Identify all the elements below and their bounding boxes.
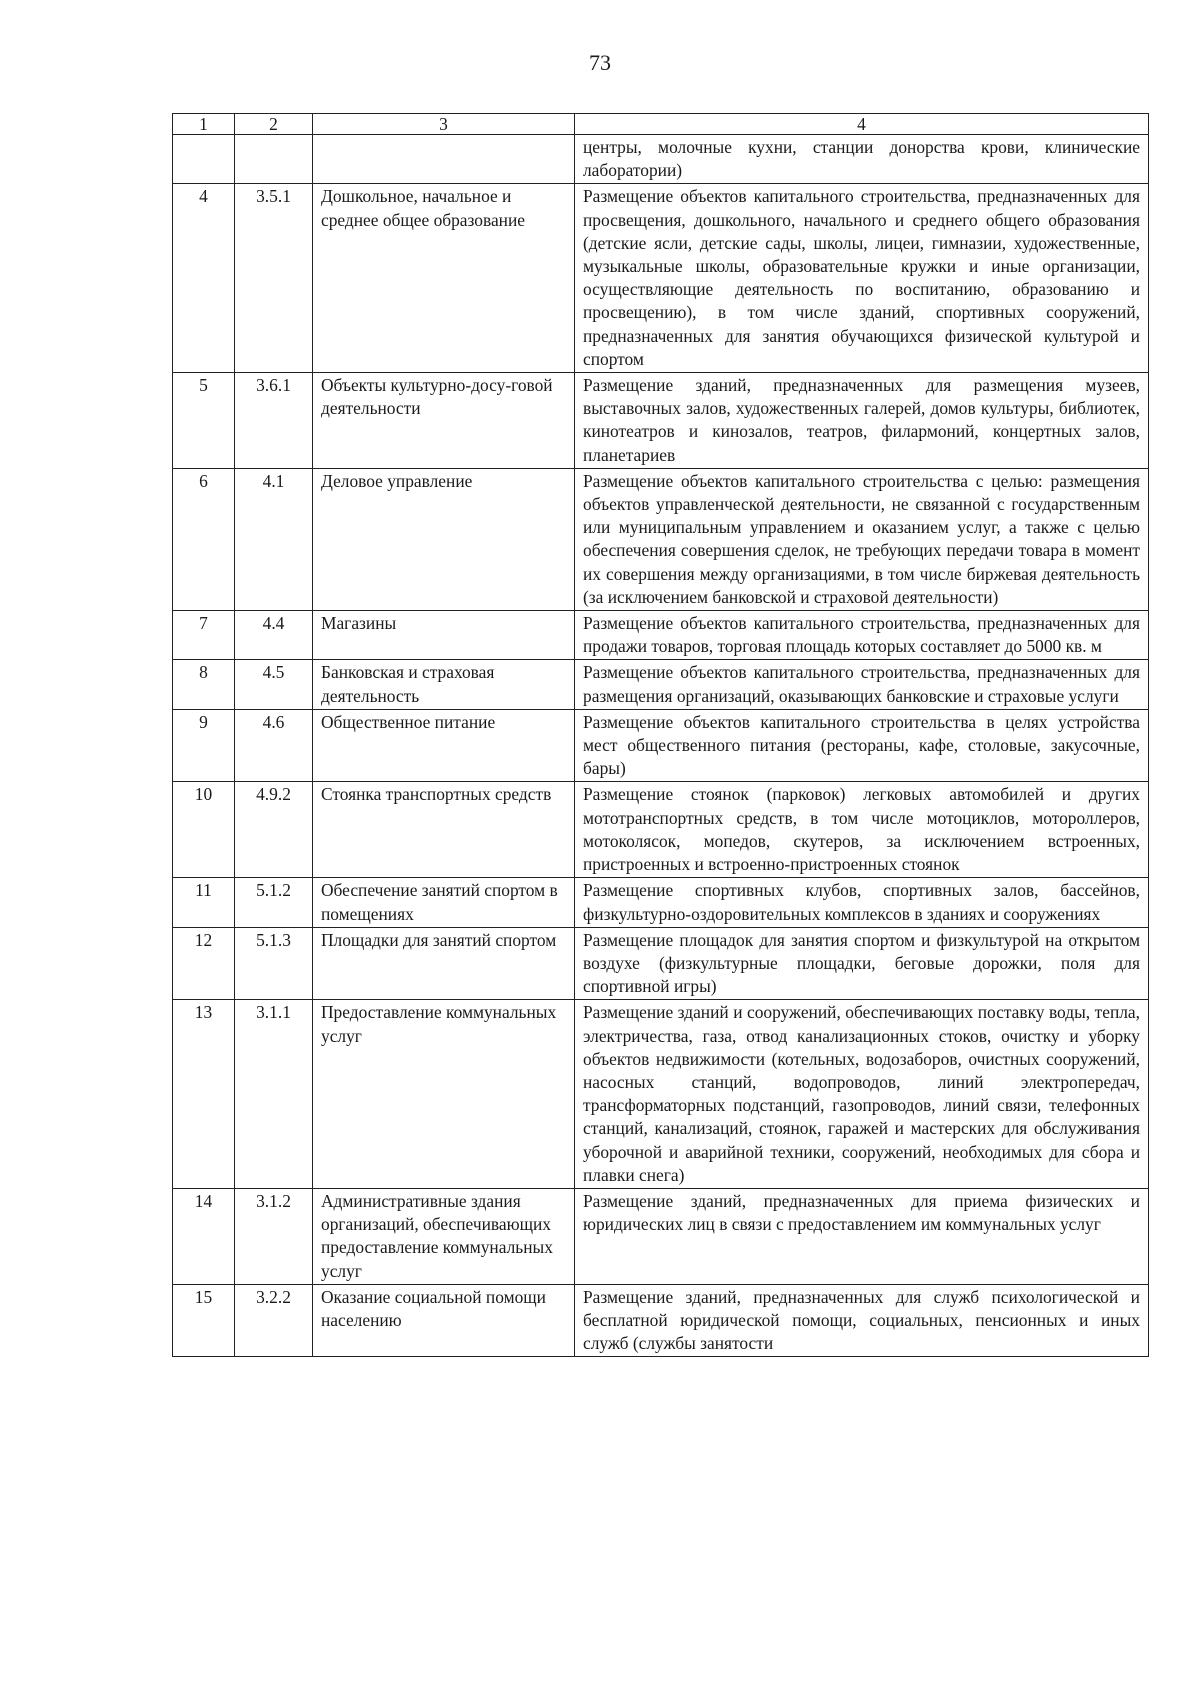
- code-cell: 3.1.1: [235, 1000, 313, 1189]
- name-cell: Административные здания организаций, обеспечивающих предоставление коммунальных услуг: [313, 1188, 575, 1284]
- name-cell: Общественное питание: [313, 709, 575, 782]
- code-cell: 4.9.2: [235, 782, 313, 878]
- table-row: [173, 1000, 1149, 1189]
- name-cell: Предоставление коммунальных услуг: [313, 1000, 575, 1189]
- description-cell: Размещение площадок для занятия спортом и физкультурой на открытом воздухе (физкультурные площадки, беговые дорожки, поля для спортивной игры): [575, 927, 1149, 1000]
- land-use-table: [172, 113, 1149, 1357]
- name-cell: Стоянка транспортных средств: [313, 782, 575, 878]
- description-cell: Размещение спортивных клубов, спортивных залов, бассейнов, физкультурно-оздоровительных комплексов в зданиях и сооружениях: [575, 878, 1149, 927]
- description-cell: Размещение зданий, предназначенных для служб психологической и бесплатной юридической помощи, социальных, пенсионных и иных служб (службы занятости: [575, 1284, 1149, 1357]
- code-cell: 3.5.1: [235, 184, 313, 373]
- table-row: [173, 611, 1149, 660]
- code-cell: 4.4: [235, 611, 313, 660]
- description-cell: Размещение объектов капитального строительства с целью: размещения объектов управленческой деятельности, не связанной с государственным или муниципальным управлением и оказанием услуг, а также с целью обеспечения совершения сделок, не требующих передачи товара в момент их совершения между организациями, в том числе биржевая деятельность (за исключением банковской и страховой деятельности): [575, 468, 1149, 610]
- description-cell: Размещение стоянок (парковок) легковых автомобилей и других мототранспортных средств, в том числе мотоциклов, мотороллеров, мотоколясок, мопедов, скутеров, за исключением встроенных, пристроенных и встроенно-пристроенных стоянок: [575, 782, 1149, 878]
- code-cell: 3.6.1: [235, 373, 313, 469]
- num-cell: 10: [173, 782, 235, 878]
- description-cell: центры, молочные кухни, станции донорства крови, клинические лаборатории): [575, 135, 1149, 184]
- table-row: [173, 1284, 1149, 1357]
- num-cell: 12: [173, 927, 235, 1000]
- num-cell: 5: [173, 373, 235, 469]
- num-cell: 7: [173, 611, 235, 660]
- code-cell: 4.5: [235, 660, 313, 709]
- table-row: [173, 709, 1149, 782]
- num-cell: 13: [173, 1000, 235, 1189]
- name-cell: Оказание социальной помощи населению: [313, 1284, 575, 1357]
- table-row: [173, 878, 1149, 927]
- code-cell: [235, 135, 313, 184]
- description-cell: Размещение зданий, предназначенных для размещения музеев, выставочных залов, художественных галерей, домов культуры, библиотек, кинотеатров и кинозалов, театров, филармоний, концертных залов, планетариев: [575, 373, 1149, 469]
- num-cell: [173, 135, 235, 184]
- name-cell: Дошкольное, начальное и среднее общее образование: [313, 184, 575, 373]
- continuation-row: [173, 135, 1149, 184]
- name-cell: Объекты культурно-досу-говой деятельности: [313, 373, 575, 469]
- name-cell: Обеспечение занятий спортом в помещениях: [313, 878, 575, 927]
- header-row: [173, 114, 1149, 135]
- name-cell: Банковская и страховая деятельность: [313, 660, 575, 709]
- table-row: [173, 373, 1149, 469]
- description-cell: Размещение объектов капитального строительства в целях устройства мест общественного питания (рестораны, кафе, столовые, закусочные, бары): [575, 709, 1149, 782]
- table-row: [173, 660, 1149, 709]
- name-cell: Площадки для занятий спортом: [313, 927, 575, 1000]
- header-cell: 1: [173, 114, 235, 135]
- num-cell: 9: [173, 709, 235, 782]
- table-row: [173, 927, 1149, 1000]
- num-cell: 15: [173, 1284, 235, 1357]
- description-cell: Размещение объектов капитального строительства, предназначенных для продажи товаров, торговая площадь которых составляет до 5000 кв. м: [575, 611, 1149, 660]
- num-cell: 4: [173, 184, 235, 373]
- num-cell: 11: [173, 878, 235, 927]
- description-cell: Размещение зданий, предназначенных для приема физических и юридических лиц в связи с предоставлением им коммунальных услуг: [575, 1188, 1149, 1284]
- code-cell: 3.2.2: [235, 1284, 313, 1357]
- code-cell: 4.6: [235, 709, 313, 782]
- code-cell: 3.1.2: [235, 1188, 313, 1284]
- name-cell: Деловое управление: [313, 468, 575, 610]
- table-row: [173, 184, 1149, 373]
- header-cell: 2: [235, 114, 313, 135]
- num-cell: 8: [173, 660, 235, 709]
- name-cell: [313, 135, 575, 184]
- code-cell: 4.1: [235, 468, 313, 610]
- page-number: 73: [589, 50, 611, 75]
- description-cell: Размещение зданий и сооружений, обеспечивающих поставку воды, тепла, электричества, газа, отвод канализационных стоков, очистку и уборку объектов недвижимости (котельных, водозаборов, очистных сооружений, насосных станций, водопроводов, линий электропередач, трансформаторных подстанций, газопроводов, линий связи, телефонных станций, канализаций, стоянок, гаражей и мастерских для обслуживания уборочной и аварийной техники, сооружений, необходимых для сбора и плавки снега): [575, 1000, 1149, 1189]
- description-cell: Размещение объектов капитального строительства, предназначенных для просвещения, дошкольного, начального и среднего общего образования (детские ясли, детские сады, школы, лицеи, гимназии, художественные, музыкальные школы, образовательные кружки и иные организации, осуществляющие деятельность по воспитанию, образованию и просвещению), в том числе зданий, спортивных сооружений, предназначенных для занятия обучающихся физической культурой и спортом: [575, 184, 1149, 373]
- num-cell: 14: [173, 1188, 235, 1284]
- header-cell: 4: [575, 114, 1149, 135]
- description-cell: Размещение объектов капитального строительства, предназначенных для размещения организаций, оказывающих банковские и страховые услуги: [575, 660, 1149, 709]
- header-cell: 3: [313, 114, 575, 135]
- num-cell: 6: [173, 468, 235, 610]
- name-cell: Магазины: [313, 611, 575, 660]
- table-row: [173, 468, 1149, 610]
- code-cell: 5.1.3: [235, 927, 313, 1000]
- code-cell: 5.1.2: [235, 878, 313, 927]
- table-row: [173, 782, 1149, 878]
- table-row: [173, 1188, 1149, 1284]
